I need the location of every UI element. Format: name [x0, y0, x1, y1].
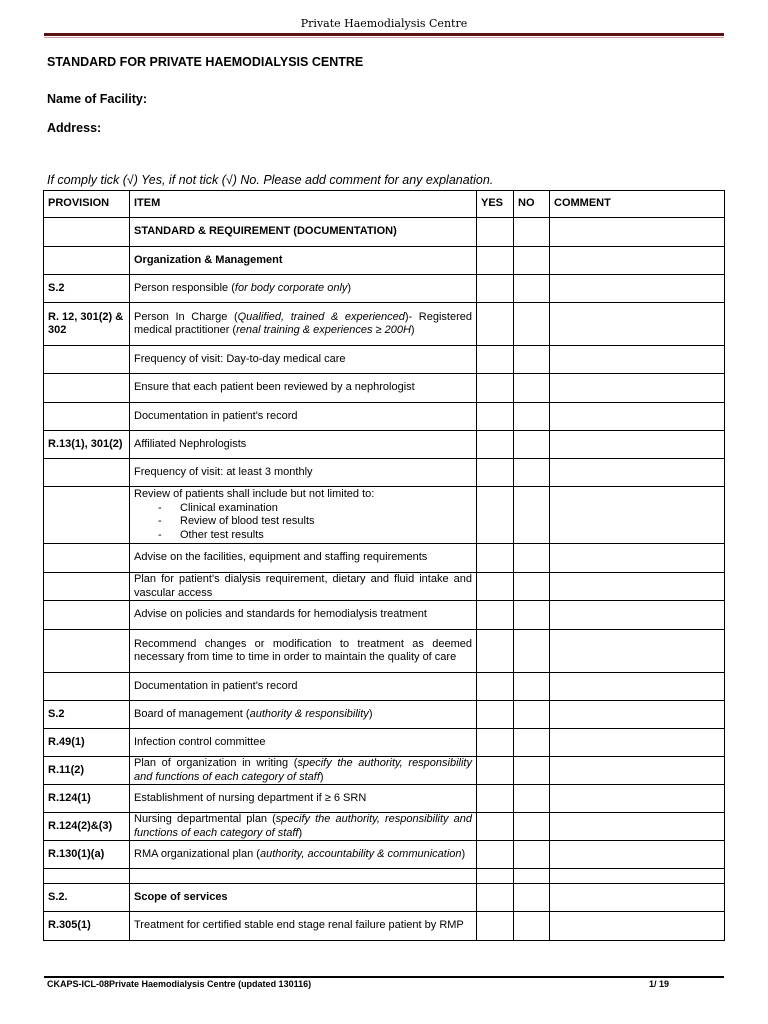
- comment-column-header: COMMENT: [550, 191, 725, 218]
- sub-item: - Clinical examination: [158, 502, 472, 516]
- item-cell: [130, 573, 477, 601]
- sub-item: - Other test results: [158, 529, 472, 543]
- provision-cell: S.2: [44, 701, 130, 729]
- provision-cell: R.305(1): [44, 912, 130, 941]
- item-text: STANDARD & REQUIREMENT (DOCUMENTATION): [134, 225, 397, 238]
- item-cell: [130, 757, 477, 785]
- table-header-row: [44, 191, 725, 218]
- no-cell: [514, 757, 550, 785]
- comment-cell: [550, 303, 725, 346]
- comment-cell: [550, 912, 725, 941]
- comment-cell: [550, 673, 725, 701]
- yes-cell: [477, 431, 514, 459]
- no-cell: [514, 275, 550, 303]
- yes-cell: [477, 912, 514, 941]
- page-number: 1/ 19: [649, 979, 670, 989]
- item-text: )- Registered medical practitioner (: [134, 310, 472, 336]
- yes-cell: [477, 346, 514, 374]
- item-cell: [130, 785, 477, 813]
- table-row: [44, 247, 725, 275]
- yes-cell: [477, 673, 514, 701]
- provision-cell: [44, 601, 130, 630]
- provision-cell: [44, 346, 130, 374]
- yes-cell: [477, 785, 514, 813]
- provision-cell: [44, 573, 130, 601]
- provision-cell: R.124(1): [44, 785, 130, 813]
- provision-cell: [44, 487, 130, 544]
- item-text: Nursing departmental plan (: [134, 813, 276, 825]
- no-cell: [514, 374, 550, 403]
- item-text: Ensure that each patient been reviewed by a nephrologist: [134, 381, 415, 394]
- yes-cell: [477, 869, 514, 884]
- item-cell: [130, 601, 477, 630]
- table-row: [44, 841, 725, 869]
- provision-cell: [44, 403, 130, 431]
- yes-cell: [477, 884, 514, 912]
- item-text: ): [461, 847, 466, 860]
- provision-cell: R.49(1): [44, 729, 130, 757]
- comment-cell: [550, 459, 725, 487]
- table-row: [44, 303, 725, 346]
- table-row: [44, 431, 725, 459]
- provision-cell: R. 12, 301(2) & 302: [44, 303, 130, 346]
- yes-cell: [477, 813, 514, 841]
- compliance-checklist-table: [43, 190, 725, 941]
- comment-cell: [550, 275, 725, 303]
- provision-cell: [44, 544, 130, 573]
- provision-cell: S.2: [44, 275, 130, 303]
- table-row: [44, 729, 725, 757]
- item-text: Board of management (: [134, 707, 250, 720]
- comment-cell: [550, 544, 725, 573]
- table-row: [44, 869, 725, 884]
- item-cell: [130, 403, 477, 431]
- comment-cell: [550, 757, 725, 785]
- comment-cell: [550, 601, 725, 630]
- item-text: ): [319, 770, 324, 783]
- provision-cell: [44, 374, 130, 403]
- item-text: Advise on policies and standards for hemodialysis treatment: [134, 608, 427, 621]
- comment-cell: [550, 573, 725, 601]
- table-row: [44, 673, 725, 701]
- footer-document-code: CKAPS-ICL-08Private Haemodialysis Centre (updated 130116): [47, 979, 312, 989]
- yes-cell: [477, 403, 514, 431]
- table-row: [44, 601, 725, 630]
- item-cell: [130, 374, 477, 403]
- item-text-italic: renal training & experiences ≥ 200H: [236, 324, 411, 336]
- no-cell: [514, 544, 550, 573]
- no-cell: [514, 785, 550, 813]
- document-title: STANDARD FOR PRIVATE HAEMODIALYSIS CENTRE: [47, 55, 364, 69]
- item-text: Plan for patient's dialysis requirement, dietary and fluid intake and vascular access: [134, 573, 472, 599]
- item-text: Frequency of visit: at least 3 monthly: [134, 465, 313, 478]
- yes-cell: [477, 247, 514, 275]
- provision-cell: R.124(2)&(3): [44, 813, 130, 841]
- yes-cell: [477, 630, 514, 673]
- item-text: Documentation in patient's record: [134, 409, 298, 422]
- yes-cell: [477, 573, 514, 601]
- item-text: Recommend changes or modification to treatment as deemed necessary from time to time in order to maintain the quality of care: [134, 637, 472, 663]
- yes-cell: [477, 757, 514, 785]
- comment-cell: [550, 701, 725, 729]
- table-row: [44, 813, 725, 841]
- table-row: [44, 757, 725, 785]
- comment-cell: [550, 403, 725, 431]
- item-cell: [130, 247, 477, 275]
- no-cell: [514, 403, 550, 431]
- yes-cell: [477, 701, 514, 729]
- item-text: ): [410, 324, 415, 336]
- table-row: [44, 912, 725, 941]
- item-cell: [130, 884, 477, 912]
- table-row: [44, 701, 725, 729]
- table-row: [44, 573, 725, 601]
- provision-cell: R.130(1)(a): [44, 841, 130, 869]
- item-text-italic: authority, accountability & communication: [259, 847, 462, 860]
- instruction-text: If comply tick (√) Yes, if not tick (√) No. Please add comment for any explanation.: [47, 173, 494, 187]
- item-cell: [130, 841, 477, 869]
- item-text-italic: authority & responsibility: [249, 707, 369, 720]
- provision-cell: R.11(2): [44, 757, 130, 785]
- comment-cell: [550, 813, 725, 841]
- no-cell: [514, 701, 550, 729]
- comment-cell: [550, 431, 725, 459]
- item-cell: [130, 813, 477, 841]
- item-text: ): [347, 281, 352, 294]
- table-body: [44, 218, 725, 941]
- yes-cell: [477, 218, 514, 247]
- yes-cell: [477, 275, 514, 303]
- table-row: [44, 346, 725, 374]
- no-cell: [514, 630, 550, 673]
- table-row: [44, 785, 725, 813]
- provision-column-header: PROVISION: [44, 191, 130, 218]
- yes-cell: [477, 544, 514, 573]
- yes-cell: [477, 303, 514, 346]
- no-cell: [514, 884, 550, 912]
- provision-cell: [44, 630, 130, 673]
- comment-cell: [550, 346, 725, 374]
- yes-cell: [477, 729, 514, 757]
- header-rule-thin: [44, 37, 724, 38]
- no-cell: [514, 218, 550, 247]
- table-row: [44, 403, 725, 431]
- header-rule: [44, 33, 724, 36]
- facility-name-label: Name of Facility:: [47, 92, 148, 106]
- table-row: [44, 630, 725, 673]
- item-text: Affiliated Nephrologists: [134, 437, 247, 450]
- no-cell: [514, 673, 550, 701]
- item-text: Infection control committee: [134, 735, 266, 748]
- comment-cell: [550, 374, 725, 403]
- address-label: Address:: [47, 121, 102, 135]
- provision-cell: [44, 459, 130, 487]
- comment-cell: [550, 841, 725, 869]
- provision-cell: [44, 218, 130, 247]
- yes-cell: [477, 601, 514, 630]
- item-text: Documentation in patient's record: [134, 679, 298, 692]
- table-row: [44, 275, 725, 303]
- item-cell: [130, 487, 477, 544]
- item-text: Review of patients shall include but not limited to:: [134, 488, 375, 500]
- no-cell: [514, 247, 550, 275]
- comment-cell: [550, 729, 725, 757]
- item-cell: [130, 912, 477, 941]
- sub-item-list: [134, 502, 472, 543]
- no-cell: [514, 303, 550, 346]
- item-cell: [130, 459, 477, 487]
- comment-cell: [550, 218, 725, 247]
- item-cell: [130, 303, 477, 346]
- provision-cell: [44, 247, 130, 275]
- comment-cell: [550, 487, 725, 544]
- yes-column-header: YES: [477, 191, 514, 218]
- item-text: Establishment of nursing department if ≥ 6 SRN: [134, 791, 367, 804]
- item-text: RMA organizational plan (: [134, 847, 260, 860]
- running-header: Private Haemodialysis Centre: [300, 17, 468, 30]
- item-column-header: ITEM: [130, 191, 477, 218]
- item-cell: [130, 729, 477, 757]
- item-text: Person responsible (: [134, 281, 235, 294]
- table-row: [44, 374, 725, 403]
- no-cell: [514, 869, 550, 884]
- item-text: ): [298, 826, 303, 839]
- comment-cell: [550, 869, 725, 884]
- no-cell: [514, 487, 550, 544]
- item-text-italic: specify the authority, responsibility and functions of each category of staff: [134, 813, 472, 839]
- no-cell: [514, 459, 550, 487]
- item-text: Scope of services: [134, 890, 228, 903]
- no-cell: [514, 729, 550, 757]
- footer-rule: [44, 976, 724, 978]
- item-text: Person In Charge (: [134, 310, 238, 323]
- item-cell: [130, 544, 477, 573]
- table-row: [44, 544, 725, 573]
- provision-cell: [44, 673, 130, 701]
- comment-cell: [550, 630, 725, 673]
- yes-cell: [477, 841, 514, 869]
- no-column-header: NO: [514, 191, 550, 218]
- item-cell: [130, 630, 477, 673]
- item-cell: [130, 869, 477, 884]
- yes-cell: [477, 459, 514, 487]
- item-text: Organization & Management: [134, 253, 283, 266]
- no-cell: [514, 346, 550, 374]
- table-row: [44, 459, 725, 487]
- comment-cell: [550, 884, 725, 912]
- item-cell: [130, 673, 477, 701]
- no-cell: [514, 573, 550, 601]
- comment-cell: [550, 785, 725, 813]
- comment-cell: [550, 247, 725, 275]
- no-cell: [514, 431, 550, 459]
- item-text: Plan of organization in writing (: [134, 757, 298, 769]
- item-text-italic: specify the authority, responsibility and functions of each category of staff: [134, 757, 472, 783]
- no-cell: [514, 813, 550, 841]
- item-text: Advise on the facilities, equipment and staffing requirements: [134, 551, 428, 564]
- no-cell: [514, 601, 550, 630]
- item-cell: [130, 275, 477, 303]
- table-row: [44, 884, 725, 912]
- item-cell: [130, 431, 477, 459]
- yes-cell: [477, 374, 514, 403]
- sub-item: - Review of blood test results: [158, 515, 472, 529]
- item-text-italic: for body corporate only: [234, 281, 348, 294]
- item-text: Frequency of visit: Day-to-day medical care: [134, 352, 346, 365]
- no-cell: [514, 841, 550, 869]
- item-text-italic: Qualified, trained & experienced: [237, 310, 405, 323]
- item-cell: [130, 701, 477, 729]
- provision-cell: R.13(1), 301(2): [44, 431, 130, 459]
- table-row: [44, 218, 725, 247]
- no-cell: [514, 912, 550, 941]
- item-text: Treatment for certified stable end stage renal failure patient by RMP: [134, 919, 464, 932]
- table-row: [44, 487, 725, 544]
- provision-cell: S.2.: [44, 884, 130, 912]
- yes-cell: [477, 487, 514, 544]
- item-cell: [130, 218, 477, 247]
- provision-cell: [44, 869, 130, 884]
- item-cell: [130, 346, 477, 374]
- item-text: ): [368, 707, 373, 720]
